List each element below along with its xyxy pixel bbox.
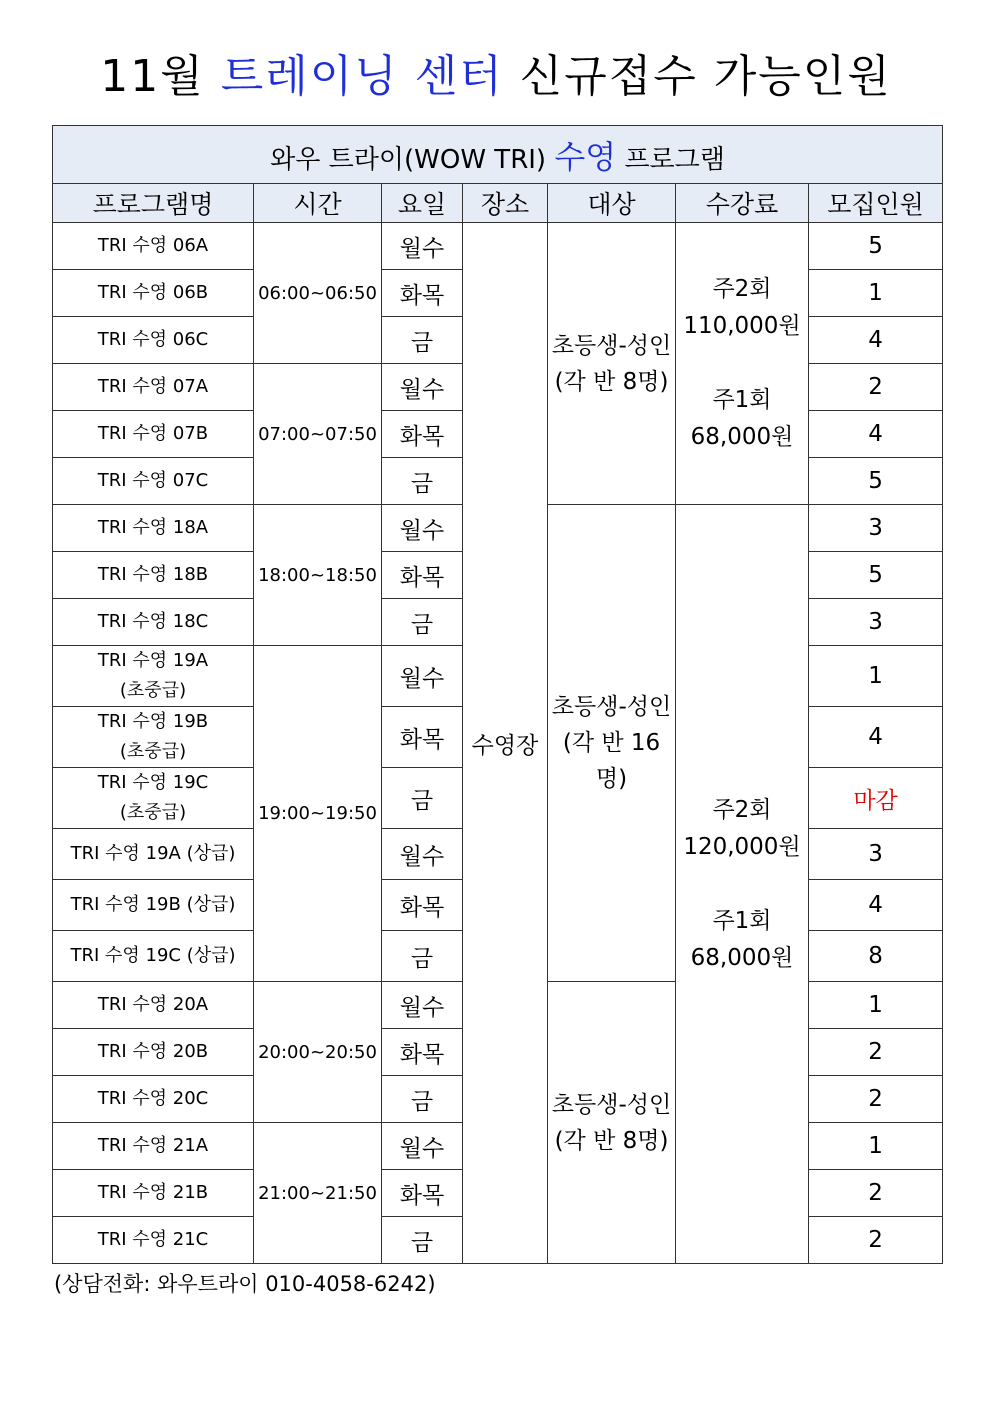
day-cell: 월수 (382, 505, 463, 552)
header-time: 시간 (254, 184, 382, 223)
title-month: 11월 (100, 51, 205, 102)
fee-once-label: 주1회 (712, 387, 772, 413)
contact-footer: (상담전화: 와우트라이 010-4058-6242) (54, 1272, 436, 1296)
program-name: TRI 수영 18A (53, 505, 254, 552)
count-cell: 5 (809, 223, 943, 270)
program-name: TRI 수영 07C (53, 458, 254, 505)
header-name: 프로그램명 (53, 184, 254, 223)
time-cell: 06:00~06:50 (254, 223, 382, 364)
program-name: TRI 수영 21B (53, 1170, 254, 1217)
count-cell: 4 (809, 411, 943, 458)
count-cell: 4 (809, 317, 943, 364)
header-row (53, 184, 943, 223)
program-level: (초중급) (119, 741, 187, 762)
header-day: 요일 (382, 184, 463, 223)
program-banner (53, 126, 943, 184)
day-cell: 월수 (382, 982, 463, 1029)
program-name: TRI 수영 20A (53, 982, 254, 1029)
banner-prefix: 와우 트라이(WOW TRI) (270, 144, 547, 175)
header-place: 장소 (463, 184, 548, 223)
count-cell: 1 (809, 1123, 943, 1170)
day-cell: 화목 (382, 707, 463, 768)
schedule-table (52, 125, 943, 1264)
count-cell: 8 (809, 931, 943, 982)
fee-once-price: 68,000원 (690, 424, 794, 450)
header-fee: 수강료 (676, 184, 809, 223)
fee-twice-price: 120,000원 (683, 833, 801, 860)
program-name-main: TRI 수영 19C (97, 772, 209, 793)
day-cell: 금 (382, 1217, 463, 1264)
count-cell: 4 (809, 707, 943, 768)
count-cell: 2 (809, 1076, 943, 1123)
day-cell: 금 (382, 768, 463, 829)
title-rest: 신규접수 가능인원 (519, 51, 892, 102)
header-count: 모집인원 (809, 184, 943, 223)
program-name: TRI 수영 06C (53, 317, 254, 364)
day-cell: 금 (382, 458, 463, 505)
target-line: 초등생-성인 (551, 694, 672, 720)
program-name (53, 768, 254, 829)
program-name: TRI 수영 18B (53, 552, 254, 599)
day-cell: 화목 (382, 411, 463, 458)
count-cell: 5 (809, 552, 943, 599)
time-cell: 21:00~21:50 (254, 1123, 382, 1264)
program-name-main: TRI 수영 19B (97, 711, 209, 732)
count-cell: 3 (809, 505, 943, 552)
fee-once-price: 68,000원 (690, 944, 794, 971)
program-name: TRI 수영 06B (53, 270, 254, 317)
count-cell: 3 (809, 599, 943, 646)
count-cell: 2 (809, 1217, 943, 1264)
day-cell: 화목 (382, 880, 463, 931)
day-cell: 화목 (382, 1029, 463, 1076)
target-capacity: (각 반 8명) (554, 1127, 669, 1154)
banner-highlight: 수영 (554, 137, 617, 176)
time-cell: 18:00~18:50 (254, 505, 382, 646)
time-cell: 07:00~07:50 (254, 364, 382, 505)
target-cell (548, 982, 676, 1264)
count-cell: 3 (809, 829, 943, 880)
count-cell: 4 (809, 880, 943, 931)
day-cell: 금 (382, 317, 463, 364)
program-name: TRI 수영 07A (53, 364, 254, 411)
target-line: 초등생-성인 (551, 1091, 672, 1118)
count-cell: 2 (809, 1029, 943, 1076)
program-name: TRI 수영 19C (상급) (53, 931, 254, 982)
page-title (0, 40, 992, 104)
target-cell (548, 505, 676, 982)
program-name: TRI 수영 07B (53, 411, 254, 458)
day-cell: 금 (382, 599, 463, 646)
program-name: TRI 수영 20B (53, 1029, 254, 1076)
count-cell: 1 (809, 270, 943, 317)
fee-twice-label: 주2회 (712, 276, 772, 302)
time-cell: 19:00~19:50 (254, 646, 382, 982)
program-name: TRI 수영 18C (53, 599, 254, 646)
program-name-main: TRI 수영 19A (97, 650, 209, 671)
day-cell: 월수 (382, 1123, 463, 1170)
count-cell-closed: 마감 (809, 768, 943, 829)
day-cell: 화목 (382, 1170, 463, 1217)
time-cell: 20:00~20:50 (254, 982, 382, 1123)
program-name: TRI 수영 06A (53, 223, 254, 270)
day-cell: 월수 (382, 646, 463, 707)
program-name (53, 646, 254, 707)
program-name: TRI 수영 21A (53, 1123, 254, 1170)
day-cell: 화목 (382, 270, 463, 317)
day-cell: 금 (382, 1076, 463, 1123)
count-cell: 2 (809, 1170, 943, 1217)
program-name: TRI 수영 19A (상급) (53, 829, 254, 880)
program-name: TRI 수영 21C (53, 1217, 254, 1264)
count-cell: 2 (809, 364, 943, 411)
target-capacity: (각 반 8명) (554, 368, 669, 395)
day-cell: 금 (382, 931, 463, 982)
fee-cell (676, 505, 809, 1264)
program-level: (초중급) (119, 680, 187, 701)
target-capacity: (각 반 16명) (562, 730, 661, 792)
fee-once-label: 주1회 (712, 907, 772, 934)
banner-suffix: 프로그램 (624, 144, 725, 175)
count-cell: 1 (809, 982, 943, 1029)
program-name: TRI 수영 20C (53, 1076, 254, 1123)
day-cell: 월수 (382, 364, 463, 411)
day-cell: 화목 (382, 552, 463, 599)
place-cell: 수영장 (463, 223, 548, 1264)
fee-twice-label: 주2회 (712, 796, 772, 823)
program-banner-row (53, 126, 943, 184)
fee-twice-price: 110,000원 (683, 313, 801, 339)
day-cell: 월수 (382, 829, 463, 880)
program-name (53, 707, 254, 768)
header-target: 대상 (548, 184, 676, 223)
target-cell (548, 223, 676, 505)
target-line: 초등생-성인 (551, 332, 672, 359)
count-cell: 1 (809, 646, 943, 707)
table-row (53, 223, 943, 270)
fee-cell (676, 223, 809, 505)
count-cell: 5 (809, 458, 943, 505)
day-cell: 월수 (382, 223, 463, 270)
program-name: TRI 수영 19B (상급) (53, 880, 254, 931)
program-level: (초중급) (119, 802, 187, 823)
title-center: 트레이닝 센터 (220, 51, 504, 102)
